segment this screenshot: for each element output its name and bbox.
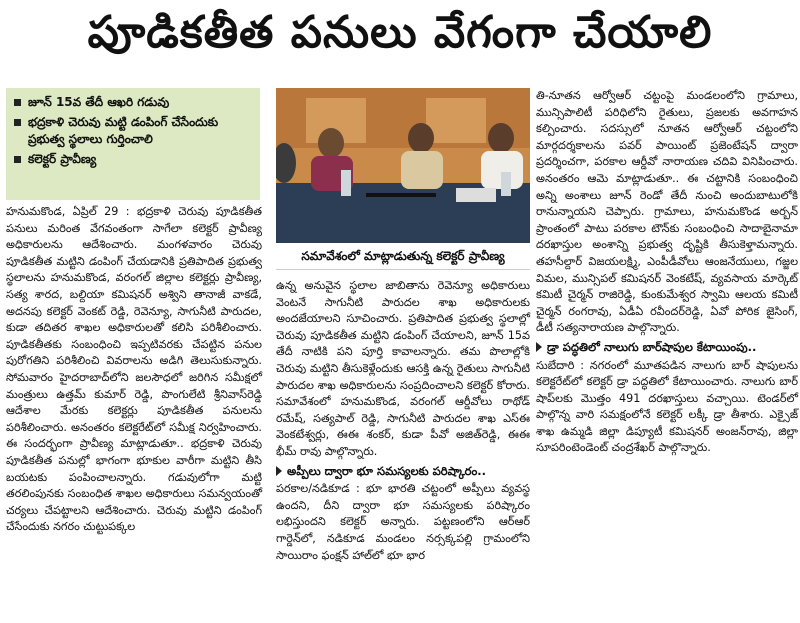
article-paragraph: సుబేదారి : నగరంలో మూతపడిన నాలుగు బార్ షాపులను కలెక్టరేట్‌లో కలెక్టర్ డ్రా పద్ధతిలో కేటాయించారు. నాలుగు బార్ షాప్‌లకు మొత్తం 491 దరఖాస్తులు వచ్చాయి. టెండర్‌లో పాల్గొన్న వారి సమక్షంలోనే కలెక్టర్ లక్కీ డ్రా తీశారు. ఎక్సైజ్ శాఖ ఉమ్మడి జిల్లా డిప్యూటీ కమిషనర్ అంజన్‌రావు, జిల్లా సూపరింటెండెంట్ చంద్రశేఖర్ పాల్గొన్నారు. (536, 358, 798, 455)
highlight-text: జూన్ 15వ తేదీ ఆఖరి గడువు (28, 95, 170, 109)
article-column-2 (276, 278, 530, 565)
section-subhead (276, 463, 530, 480)
photo-caption: సమావేశంలో మాట్లాడుతున్న కలెక్టర్ ప్రావీణ్య (276, 245, 530, 270)
arrow-right-icon (536, 342, 542, 352)
highlight-item (14, 114, 254, 148)
highlight-text: భద్రకాళి చెరువు మట్టి డంపింగ్ చేసేందుకు ప్రభుత్వ స్థలాలు గుర్తించాలి (28, 115, 219, 146)
highlight-text: కలెక్టర్ ప్రావీణ్య (28, 152, 97, 166)
article-paragraph: ఉన్న అనువైన స్థలాల జాబితాను రెవెన్యూ అధికారులు వెంటనే సాగునీటి పారుదల శాఖ అధికారులకు అందజేయాలని సూచించారు. ప్రతిపాదిత ప్రభుత్వ స్థలాల్లో చెరువు పూడికతీత మట్టిని డంపింగ్ చేయాలని, జూన్ 15వ తేదీ నాటికి పని పూర్తి కావాలన్నారు. తమ పొలాల్లోకి చెరువు మట్టిని తీసుకెళ్లేందుకు ఆసక్తి ఉన్న రైతులు సాగునీటి పారుదల శాఖ అధికారులను సంప్రదించాలని కలెక్టర్ కోరారు. సమావేశంలో హనుమకొండ, వరంగల్ ఆర్డీవోలు రాథోడ్ రమేష్, సత్యపాల్ రెడ్డి, సాగునీటి పారుదల శాఖ ఎస్ఈ వెంకటేశ్వర్లు, ఈఈ శంకర్, కుడా పీవో అజిత్‌రెడ్డి, ఈఈ భీమ్ రావు పాల్గొన్నారు. (276, 279, 530, 458)
section-subhead (536, 339, 798, 356)
article-paragraph: తి-నూతన ఆర్వోఆర్ చట్టంపై మండలంలోని గ్రామాలు, మున్సిపాలిటీ పరిధిలోని రైతులు, ప్రజలకు అవగాహన కల్పించారు. సదస్సులో నూతన ఆర్వోఆర్ చట్టంలోని మార్గదర్శకాలను పవర్ పాయింట్ ప్రజెంటేషన్ ద్వారా ప్రదర్శించగా, పరకాల ఆర్డీవో నారాయణ చదివి వినిపించారు. అనంతరం ఆమె మాట్లాడుతూ.. ఈ చట్టానికి సంబంధించి అన్ని అంశాలు జూన్ రెండో తేదీ నుంచి అందుబాటులోకి రానున్నాయని చెప్పారు. గ్రామాలు, హనుమకొండ అర్బన్ ప్రాంతంలో పాటు పరకాల టౌన్‌కు సంబంధించి సాదాబైనామా దరఖాస్తుల అంశాన్ని ప్రభుత్వ దృష్టికి తీసుకెళ్తామన్నారు. తహసీల్దార్ విజయలక్ష్మి, ఎంపీడీవోలు ఆంజనేయులు, గజ్జల విమల, మున్సిపల్ కమిషనర్ వెంకటేష్, వ్యవసాయ మార్కెట్ కమిటీ చైర్మన్ రాజిరెడ్డి, కుంకుమేశ్వర స్వామి ఆలయ కమిటీ చైర్మన్ రంగరావు, ఏడీఏ రవీందర్‌రెడ్డి, ఏవో పోరిక జైసింగ్, డీటీ సత్యనారాయణ పాల్గొన్నారు. (536, 89, 798, 335)
highlight-item (14, 151, 254, 168)
highlight-item (14, 94, 254, 111)
headline: పూడికతీత పనులు వేగంగా చేయాలి (87, 7, 713, 58)
meeting-photo (276, 88, 530, 243)
article-paragraph: పరకాల/నడికూడ : భూ భారతి చట్టంలో అప్పీలు వ్యవస్థ ఉందని, దీని ద్వారా భూ సమస్యలకు పరిష్కారం లభిస్తుందని కలెక్టర్ అన్నారు. పట్టణంలోని ఆర్ఆర్ గార్డెన్‌లో, నడికూడ మండలం నర్సక్కపల్లి గ్రామంలోని సాయిరాం ఫంక్షన్ హాల్‌లో భూ భార (276, 482, 530, 562)
article-column-1 (6, 204, 262, 537)
arrow-right-icon (276, 466, 282, 476)
highlights-box (6, 88, 260, 200)
subhead-text: డ్రా పద్ధతిలో నాలుగు బార్‌షాపుల కేటాయింపు.. (547, 339, 757, 354)
bullet-square-icon (14, 156, 21, 163)
subhead-text: అప్పీలు ద్వారా భూ సమస్యలకు పరిష్కారం.. (287, 463, 487, 478)
meeting-photo-image (276, 88, 530, 243)
article-column-3 (536, 88, 798, 458)
article-paragraph: హనుమకొండ, ఏప్రిల్ 29 : భద్రకాళి చెరువు పూడికతీత పనులు మరింత వేగవంతంగా సాగేలా కలెక్టర్ ప్రావీణ్య అధికారులను ఆదేశించారు. మంగళవారం చెరువు పూడికతీత మట్టిని డంపింగ్ చేయడానికి ప్రతిపాదిత ప్రభుత్వ స్థలాలను హనుమకొండ, వరంగల్ జిల్లాల కలెక్టర్లు ప్రావీణ్య, సత్య శారద, బల్దియా కమిషనర్ అశ్విని తానాజీ వాకడే, అదనపు కలెక్టర్ వెంకట్ రెడ్డి, రెవెన్యూ, సాగునీటి పారుదల, కుడా తదితర శాఖల అధికారులతో కలిసి పరిశీలించారు. పూడికతీతకు సంబంధించి ఇప్పటివరకు చేపట్టిన పనుల పురోగతిని పరిశీలించి వివరాలను అడిగి తెలుసుకున్నారు. సోమవారం హైదరాబాద్‌లోని జలసౌధలో జరిగిన సమీక్షలో మంత్రులు ఉత్తమ్ కుమార్ రెడ్డి, పొంగులేటి శ్రీనివాస్‌రెడ్డి ఆదేశాల మేరకు కలెక్టర్లు పూడికతీత పనులను పరిశీలించారు. అనంతరం కలెక్టరేట్‌లో సమీక్ష నిర్వహించారు. ఈ సందర్భంగా ప్రావీణ్య మాట్లాడుతూ.. భద్రకాళి చెరువు పూడికతీత పనుల్లో భాగంగా భూకుల వారీగా మట్టిని తీసి బయటకు పంపించాలన్నారు. గడువులోగా మట్టి తరలింపునకు సంబంధిత శాఖల అధికారులు సమన్వయంతో చర్యలు చేపట్టాలని ఆదేశించారు. చెరువు మట్టిని డంపింగ్ చేసేందుకు నగరం చుట్టుపక్కల (6, 205, 262, 534)
bullet-square-icon (14, 119, 21, 126)
bullet-square-icon (14, 99, 21, 106)
